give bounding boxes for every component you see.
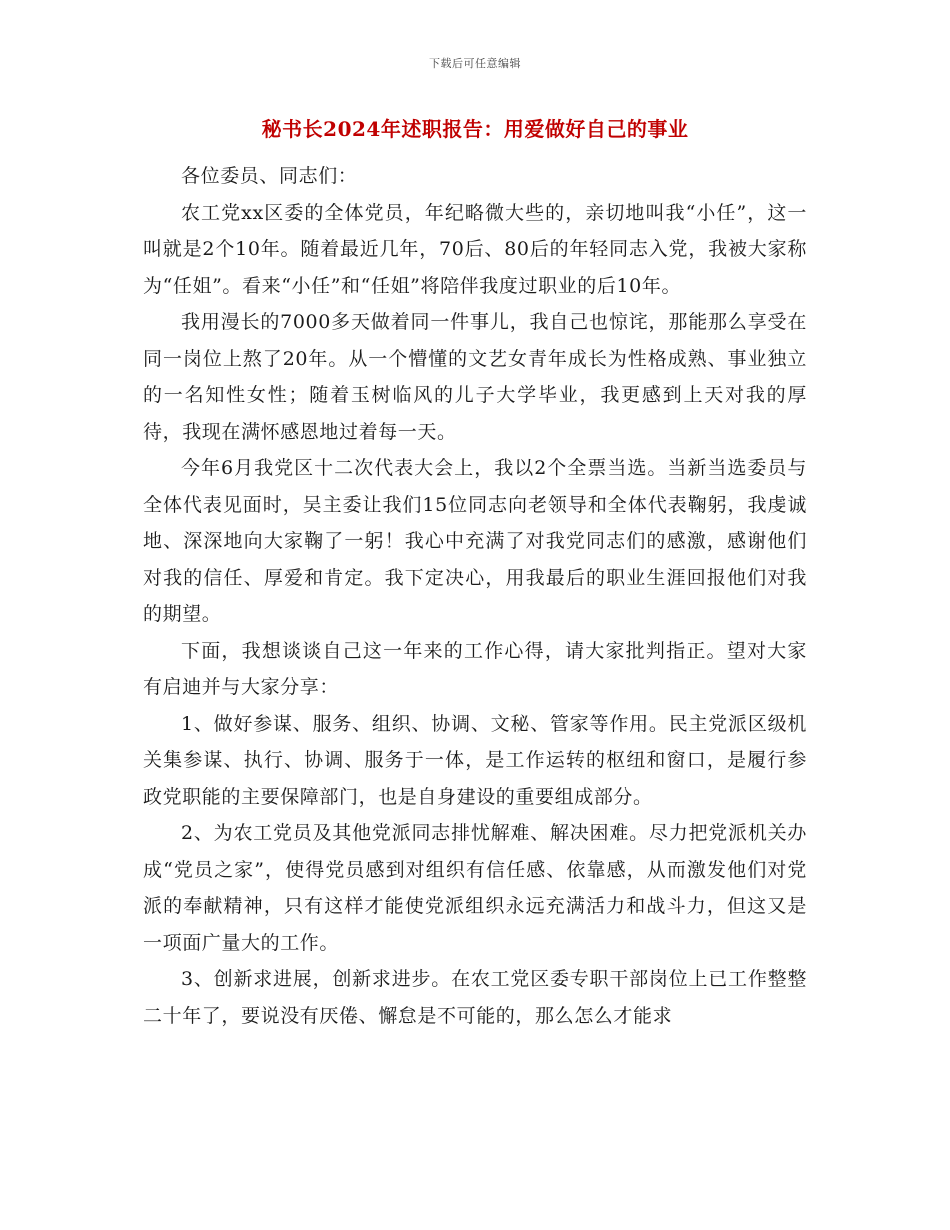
document-body — [143, 158, 807, 1034]
document-title: 秘书长2024年述职报告：用爱做好自己的事业 — [261, 117, 689, 141]
salutation-paragraph: 各位委员、同志们： — [181, 165, 358, 187]
body-paragraph: 3、创新求进展，创新求进步。在农工党区委专职干部岗位上已工作整整二十年了，要说没有厌倦、懈怠是不可能的，那么怎么才能求 — [143, 968, 807, 1027]
page-header-note: 下载后可任意编辑 — [429, 57, 521, 70]
body-paragraph: 2、为农工党员及其他党派同志排忧解难、解决困难。尽力把党派机关办成“党员之家”，使得党员感到对组织有信任感、依靠感，从而激发他们对党派的奉献精神，只有这样才能使党派组织永远充满活力和战斗力，但这又是一项面广量大的工作。 — [143, 822, 807, 954]
body-paragraph: 下面，我想谈谈自己这一年来的工作心得，请大家批判指正。望对大家有启迪并与大家分享： — [143, 639, 807, 698]
body-paragraph: 我用漫长的7000多天做着同一件事儿，我自己也惊诧，那能那么享受在同一岗位上熬了20年。从一个懵懂的文艺女青年成长为性格成熟、事业独立的一名知性女性；随着玉树临风的儿子大学毕业，我更感到上天对我的厚待，我现在满怀感恩地过着每一天。 — [143, 311, 807, 443]
body-paragraph: 今年6月我党区十二次代表大会上，我以2个全票当选。当新当选委员与全体代表见面时，吴主委让我们15位同志向老领导和全体代表鞠躬，我虔诚地、深深地向大家鞠了一躬！我心中充满了对我党同志们的感激，感谢他们对我的信任、厚爱和肯定。我下定决心，用我最后的职业生涯回报他们对我的期望。 — [143, 457, 807, 625]
body-paragraph: 1、做好参谋、服务、组织、协调、文秘、管家等作用。民主党派区级机关集参谋、执行、协调、服务于一体，是工作运转的枢纽和窗口，是履行参政党职能的主要保障部门，也是自身建设的重要组成部分。 — [143, 712, 807, 808]
body-paragraph: 农工党xx区委的全体党员，年纪略微大些的，亲切地叫我“小任”，这一叫就是2个10年。随着最近几年，70后、80后的年轻同志入党，我被大家称为“任姐”。看来“小任”和“任姐”将陪伴我度过职业的后10年。 — [143, 201, 807, 297]
